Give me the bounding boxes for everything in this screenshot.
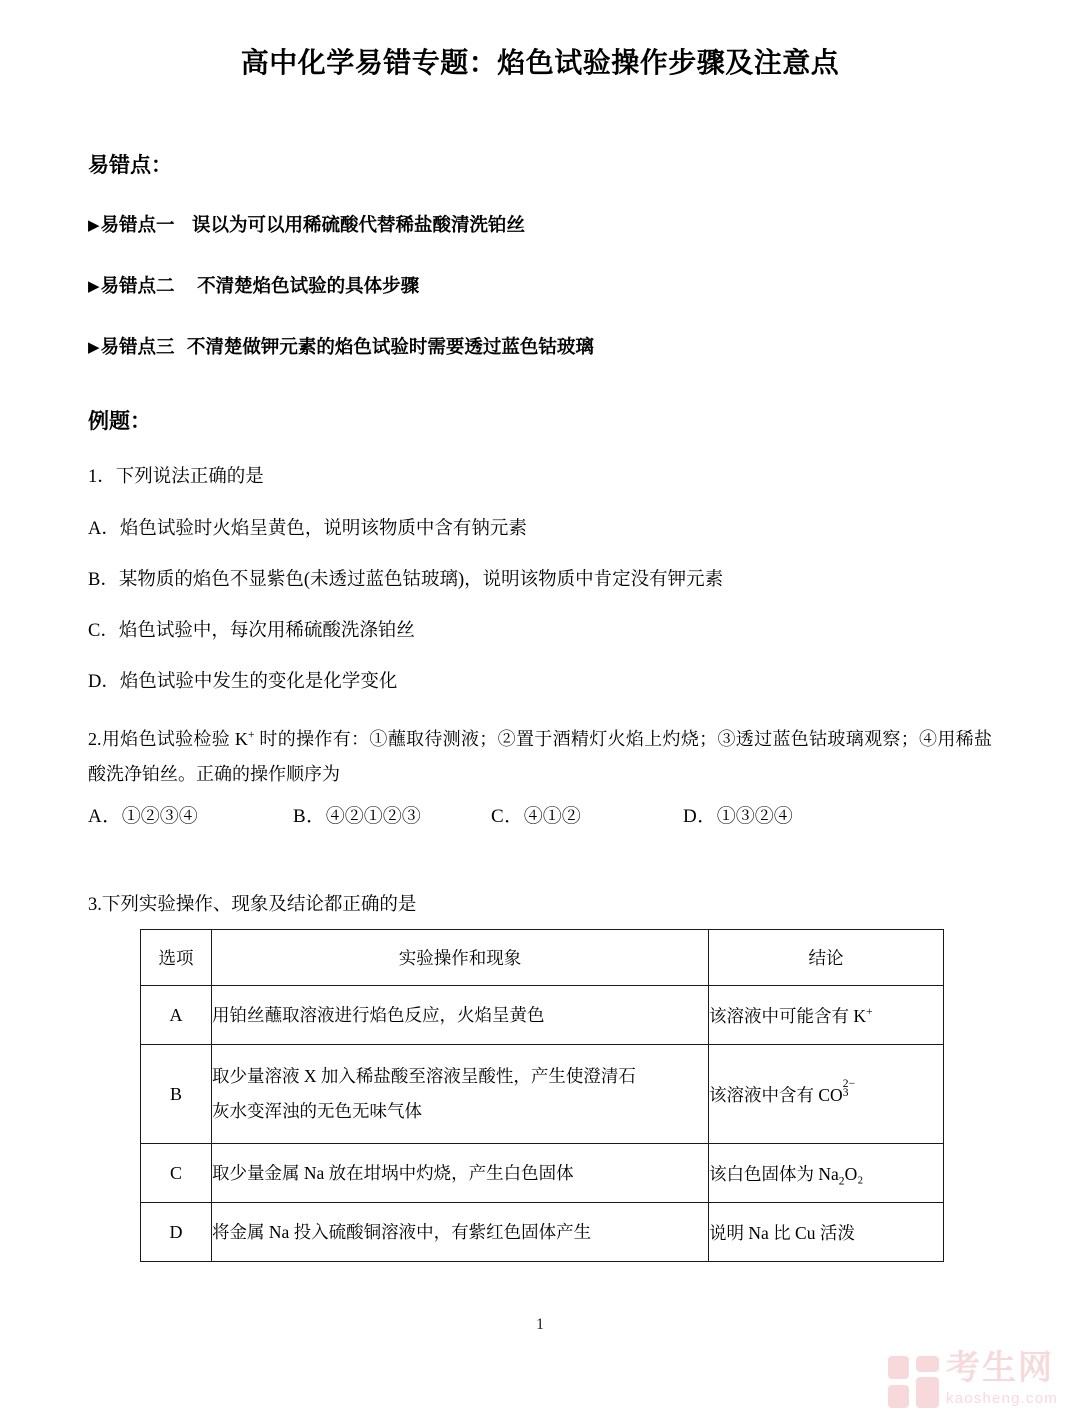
question-1-option-b: B．某物质的焰色不显紫色(未透过蓝色钴玻璃)，说明该物质中肯定没有钾元素 — [88, 570, 724, 591]
table-row-b-conclusion-text: 该溶液中含有 CO — [709, 1084, 843, 1105]
table-header-conclusion: 结论 — [709, 930, 944, 986]
table-row — [141, 1144, 944, 1203]
pitfall-item-1 — [88, 213, 992, 238]
table-row-b-conclusion — [709, 1045, 944, 1144]
question-1-option-a: A．焰色试验时火焰呈黄色，说明该物质中含有钠元素 — [88, 519, 527, 540]
question-2-choice-b-value: ④②①②③ — [325, 806, 421, 827]
watermark — [888, 1349, 1078, 1414]
logo-block-1 — [888, 1356, 909, 1379]
pitfall-text-3: 不清楚做钾元素的焰色试验时需要透过蓝色钴玻璃 — [186, 336, 594, 358]
table-row — [141, 1203, 944, 1262]
bullet-triangle-icon: ▶ — [88, 217, 100, 235]
question-1-option-c: C．焰色试验中，每次用稀硫酸洗涤铂丝 — [88, 621, 415, 642]
watermark-text-en: kaosheng.com — [946, 1390, 1058, 1407]
bullet-triangle-icon: ▶ — [88, 278, 100, 296]
question-2-choice-a-marker: A． — [88, 806, 122, 827]
table-row-b-operation-line-1: 取少量溶液 X 加入稀盐酸至溶液呈酸性，产生使澄清石 — [212, 1066, 636, 1086]
pitfalls-section — [88, 152, 992, 396]
question-2-choices — [88, 805, 992, 830]
table-row-d-operation — [212, 1203, 709, 1262]
question-2-choice-a-value: ①②③④ — [121, 806, 198, 827]
page-number: 1 — [536, 1316, 544, 1333]
question-2-choice-d — [683, 805, 793, 830]
question-2-choice-d-value: ①③②④ — [716, 806, 793, 827]
question-2-choice-b — [293, 805, 491, 830]
pitfalls-heading: 易错点： — [88, 154, 172, 177]
table-row-c-operation — [212, 1144, 709, 1203]
question-3-stem: 3.下列实验操作、现象及结论都正确的是 — [88, 895, 417, 915]
logo-block-4 — [916, 1377, 939, 1408]
table-row-a-operation-line-1: 用铂丝蘸取溶液进行焰色反应，火焰呈黄色 — [212, 1004, 545, 1025]
question-2-choice-c — [491, 805, 683, 830]
pitfall-label-3: 易错点三 — [100, 336, 175, 358]
table-row-b-conclusion-sup: 2− — [842, 1078, 855, 1091]
pitfall-item-2 — [88, 274, 992, 299]
kaosheng-logo-icon — [888, 1356, 940, 1408]
question-2-choice-a — [88, 805, 293, 830]
table-row-a-conclusion — [709, 986, 944, 1045]
pitfall-text-1: 误以为可以用稀硫酸代替稀盐酸清洗铂丝 — [191, 214, 525, 236]
question-2-choice-c-marker: C． — [491, 806, 524, 827]
pitfall-text-2: 不清楚焰色试验的具体步骤 — [197, 275, 420, 297]
watermark-text-cn: 考生网 — [946, 1349, 1054, 1387]
experiment-table-wrapper — [140, 929, 943, 1262]
table-row-a-conclusion-text: 该溶液中可能含有 K — [709, 1005, 867, 1026]
question-1-stem: 1．下列说法正确的是 — [88, 467, 264, 488]
table-header-operation: 实验操作和现象 — [212, 930, 709, 986]
examples-heading: 例题： — [88, 410, 151, 433]
pitfall-item-3 — [88, 335, 992, 360]
table-row-b-conclusion-sub: 3 — [842, 1087, 849, 1100]
question-2-stem — [88, 722, 992, 792]
page-title: 高中化学易错专题：焰色试验操作步骤及注意点 — [240, 46, 840, 78]
table-row-c-conclusion — [709, 1144, 944, 1203]
table-row-c-operation-line-1: 取少量金属 Na 放在坩埚中灼烧，产生白色固体 — [212, 1162, 574, 1183]
experiment-table — [140, 929, 944, 1262]
carbonate-charge-stack — [842, 1078, 856, 1101]
table-header-option: 选项 — [141, 930, 212, 986]
table-row-d-option: D — [141, 1203, 212, 1262]
question-2-block — [88, 722, 992, 792]
question-2-choice-c-value: ④①② — [523, 806, 581, 827]
bullet-triangle-icon: ▶ — [88, 339, 100, 357]
table-row-d-operation-line-1: 将金属 Na 投入硫酸铜溶液中，有紫红色固体产生 — [212, 1221, 592, 1242]
question-2-stem-rest: 时的操作有：①蘸取待测液；②置于酒精灯火焰上灼烧；③透过蓝色钴玻璃观察；④用稀盐酸洗净铂丝。正确的操作顺序为 — [88, 729, 993, 785]
table-row-c-conclusion-text: 该白色固体为 Na — [709, 1163, 839, 1184]
logo-block-2 — [916, 1356, 939, 1372]
question-2-choice-d-marker: D． — [683, 806, 717, 827]
question-2-choice-b-marker: B． — [293, 806, 326, 827]
table-row-a-option: A — [141, 986, 212, 1045]
table-row-a-conclusion-sup: + — [866, 1005, 873, 1018]
table-row-d-conclusion: 说明 Na 比 Cu 活泼 — [709, 1203, 944, 1262]
pitfall-label-2: 易错点二 — [100, 275, 175, 297]
table-row-c-conclusion-sub: 2 — [838, 1175, 845, 1187]
question-2-stem-prefix: 2.用焰色试验检验 K — [88, 729, 248, 749]
question-1-option-d: D．焰色试验中发生的变化是化学变化 — [88, 672, 398, 693]
table-row-b-option: B — [141, 1045, 212, 1144]
table-row — [141, 1045, 944, 1144]
table-row-a-operation — [212, 986, 709, 1045]
pitfall-label-1: 易错点一 — [100, 214, 175, 236]
examples-section — [88, 408, 992, 721]
table-row-c-option: C — [141, 1144, 212, 1203]
question-2-stem-superscript: + — [247, 727, 255, 741]
table-row-b-operation — [212, 1045, 709, 1144]
table-row-c-conclusion-suffix: O₂ — [844, 1163, 864, 1184]
table-row — [141, 986, 944, 1045]
table-header-row — [141, 930, 944, 986]
table-row-b-operation-line-2: 灰水变浑浊的无色无味气体 — [212, 1101, 422, 1121]
logo-block-3 — [888, 1385, 909, 1408]
